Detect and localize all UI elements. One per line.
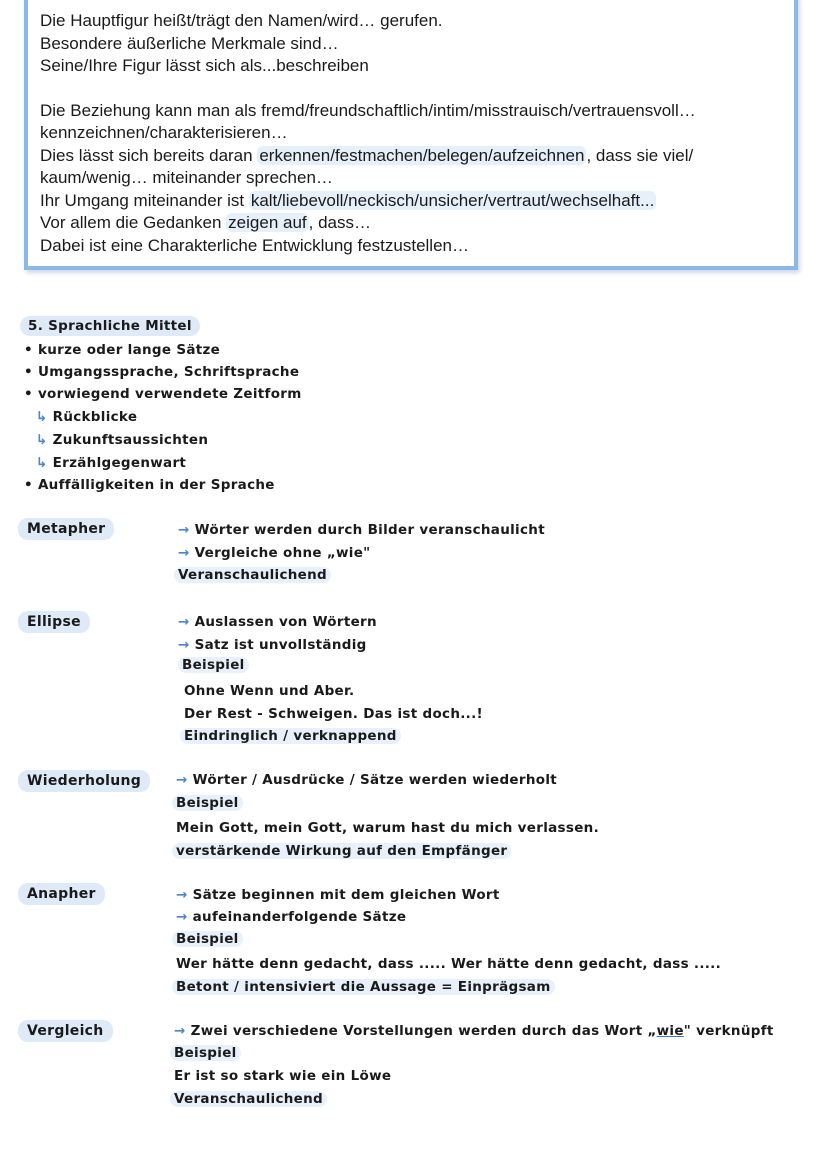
term-line: → Sätze beginnen mit dem gleichen Wort — [176, 887, 500, 903]
term-effect: Veranschaulichend — [170, 1091, 327, 1107]
bullet-item: • kurze oder lange Sätze — [24, 342, 221, 358]
box-line: Ihr Umgang miteinander ist kalt/liebevoll/neckisch/unsicher/vertraut/wechselhaft... — [40, 190, 655, 210]
sub-arrow-icon: ↳ — [36, 432, 48, 448]
term-effect: verstärkende Wirkung auf den Empfänger — [172, 843, 511, 859]
arrow-icon: → — [176, 772, 188, 788]
arrow-icon: → — [176, 887, 188, 903]
box-line: Die Hauptfigur heißt/trägt den Namen/wird… gerufen. — [40, 11, 443, 30]
bullet-item: • Auffälligkeiten in der Sprache — [24, 477, 275, 493]
box-line: kaum/wenig… miteinander sprechen… — [40, 168, 333, 187]
sentence-starters-box — [24, 0, 798, 270]
example-text: Er ist so stark wie ein Löwe — [174, 1068, 392, 1084]
term-line: → Zwei verschiedene Vorstellungen werden durch das Wort „wie" verknüpft — [174, 1023, 774, 1039]
beispiel-label: Beispiel — [170, 1045, 241, 1061]
term-line: → Wörter werden durch Bilder veranschaulicht — [178, 522, 545, 538]
arrow-icon: → — [178, 545, 190, 561]
sub-arrow-icon: ↳ — [36, 455, 48, 471]
term-effect: Veranschaulichend — [174, 567, 331, 583]
beispiel-label: Beispiel — [178, 657, 249, 673]
term-anapher: Anapher — [18, 883, 105, 905]
example-text: Ohne Wenn und Aber. — [184, 683, 355, 699]
example-text: Mein Gott, mein Gott, warum hast du mich verlassen. — [176, 820, 599, 836]
term-metapher: Metapher — [18, 518, 114, 540]
beispiel-label: Beispiel — [172, 931, 243, 947]
term-line: → aufeinanderfolgende Sätze — [176, 909, 407, 925]
term-effect: Betont / intensiviert die Aussage = Einprägsam — [172, 979, 555, 995]
box-line: Besondere äußerliche Merkmale sind… — [40, 33, 339, 53]
arrow-icon: → — [178, 522, 190, 538]
highlight: zeigen auf — [228, 213, 307, 232]
box-line: Dabei ist eine Charakterliche Entwicklung festzustellen… — [40, 235, 469, 255]
bullet-item: • Umgangssprache, Schriftsprache — [24, 364, 300, 380]
term-line: → Wörter / Ausdrücke / Sätze werden wiederholt — [176, 772, 558, 788]
sub-item: ↳ Erzählgegenwart — [36, 455, 187, 471]
term-effect: Eindringlich / verknappend — [180, 728, 401, 744]
bullet-item: • vorwiegend verwendete Zeitform — [24, 386, 302, 402]
box-line: Die Beziehung kann man als fremd/freundschaftlich/intim/misstrauisch/vertrauensvoll… — [40, 100, 696, 120]
term-line: → Vergleiche ohne „wie" — [178, 545, 371, 561]
section-title: 5. Sprachliche Mittel — [20, 316, 200, 336]
term-line: → Satz ist unvollständig — [178, 637, 367, 653]
arrow-icon: → — [176, 909, 188, 925]
term-line: → Auslassen von Wörtern — [178, 614, 377, 630]
box-line: Vor allem die Gedanken zeigen auf , dass… — [40, 213, 371, 232]
highlight: erkennen/festmachen/belegen/aufzeichnen — [259, 145, 585, 165]
term-vergleich: Vergleich — [18, 1020, 113, 1042]
sub-item: ↳ Zukunftsaussichten — [36, 432, 209, 448]
box-line: kennzeichnen/charakterisieren… — [40, 123, 288, 142]
box-line: Seine/Ihre Figur lässt sich als...beschreiben — [40, 56, 369, 75]
arrow-icon: → — [174, 1023, 186, 1039]
box-line: Dies lässt sich bereits daran erkennen/festmachen/belegen/aufzeichnen , dass sie viel/ — [40, 145, 694, 165]
highlight: kalt/liebevoll/neckisch/unsicher/vertraut/wechselhaft... — [250, 190, 655, 210]
sub-item: ↳ Rückblicke — [36, 409, 138, 425]
term-wiederholung: Wiederholung — [18, 770, 150, 792]
example-text: Der Rest - Schweigen. Das ist doch...! — [184, 706, 483, 722]
example-text: Wer hätte denn gedacht, dass ..... Wer hätte denn gedacht, dass ..... — [176, 956, 722, 972]
beispiel-label: Beispiel — [172, 795, 243, 811]
arrow-icon: → — [178, 637, 190, 653]
sub-arrow-icon: ↳ — [36, 409, 48, 425]
term-ellipse: Ellipse — [18, 611, 90, 633]
arrow-icon: → — [178, 614, 190, 630]
